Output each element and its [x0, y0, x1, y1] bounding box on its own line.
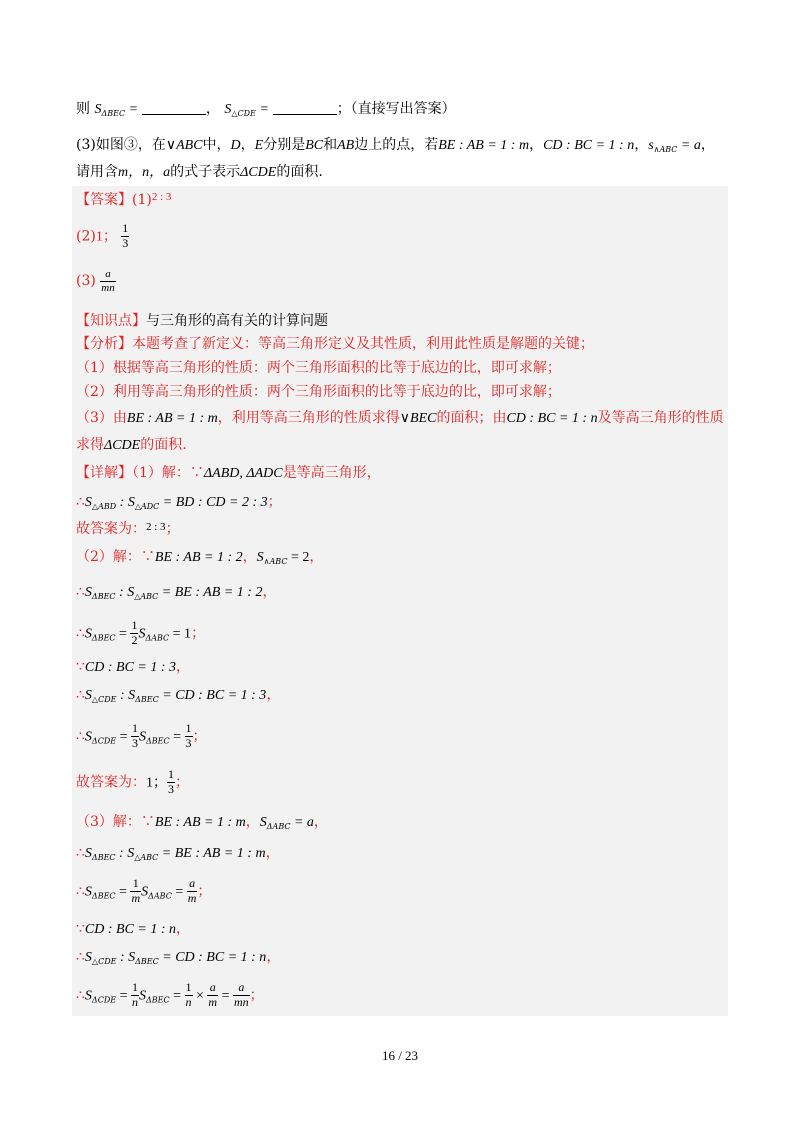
answer-blank-2 — [273, 102, 337, 115]
detail-step-15: $\therefore S_{\triangle CDE}$ : $S_{\Delta BEC}$ = CD : BC = 1 : n， — [76, 949, 281, 966]
question-line-1: 则 $S_{\Delta BEC}$ = ， $S_{\triangle CDE}$ = ；（直接写出答案） — [76, 101, 456, 118]
knowledge-point: 【知识点】与三角形的高有关的计算问题 — [76, 313, 328, 329]
detail-step-4: （2）解：∵BE : AB = 1 : 2，$S_{\wedge ABC} = 2$， — [76, 549, 324, 566]
answer-2-fraction: $\frac{1}{3}$ — [122, 221, 129, 250]
detail-step-5: $\therefore S_{\Delta BEC}$ : $S_{\triangle ABC}$ = BE : AB = 1 : 2， — [76, 584, 277, 601]
answer-line-1: 【答案】$(1)^{2 : 3}$ — [76, 191, 172, 208]
page-number: 16 / 23 — [381, 1048, 419, 1063]
analysis-p3-cont: 求得ΔCDE的面积. — [76, 437, 187, 453]
detail-step-3: 故答案为：$^{2 : 3}$； — [76, 521, 180, 537]
analysis-intro: 【分析】本题考查了新定义：等高三角形定义及其性质，利用此性质是解题的关键； — [76, 336, 594, 352]
detail-step-6: $\therefore S_{\Delta BEC}$ = $\frac{1}{2}$ $S_{\Delta ABC} = 1$； — [76, 618, 206, 647]
frac-a-m-2: $\frac{a}{m}$ — [208, 980, 218, 1009]
detail-step-10: 故答案为：1； $\frac{1}{3}$ ； — [76, 767, 189, 796]
question-line-3: 请用含m，n，a的式子表示ΔCDE的面积. — [76, 164, 323, 180]
detail-step-11: （3）解：∵BE : AB = 1 : m，$S_{\Delta ABC} = a$， — [76, 814, 328, 831]
analysis-p3: （3）由BE : AB = 1 : m，利用等高三角形的性质求得∨BEC的面积；由CD : BC = 1 : n及等高三角形的性质 — [76, 410, 724, 426]
detail-step-13: $\therefore S_{\Delta BEC}$ = $\frac{1}{m}$ $S_{\Delta ABC}$ = $\frac{a}{m}$ ； — [76, 876, 212, 905]
frac-1-n-b: $\frac{1}{n}$ — [185, 980, 192, 1009]
frac-1-3-b: $\frac{1}{3}$ — [185, 721, 192, 750]
question-line-2: (3)如图③，在∨ABC中，D，E分别是BC和AB边上的点，若BE : AB = 1 : m，CD : BC = 1 : n，$s_{\wedge ABC} = a$， — [76, 137, 715, 154]
frac-1-3-c: $\frac{1}{3}$ — [168, 767, 174, 796]
answer-line-2: (2)1； $\frac{1}{3}$ — [76, 221, 129, 250]
analysis-p1: （1）根据等高三角形的性质：两个三角形面积的比等于底边的比，即可求解； — [76, 360, 561, 376]
analysis-p2: （2）利用等高三角形的性质：两个三角形面积的比等于底边的比，即可求解； — [76, 384, 561, 400]
frac-1-m: $\frac{1}{m}$ — [131, 876, 141, 905]
answer-line-3: (3) $\frac{a}{mn}$ — [76, 268, 115, 294]
detail-step-14: ∵CD : BC = 1 : n， — [76, 921, 191, 937]
detail-step-16: $\therefore S_{\Delta CDE}$ = $\frac{1}{n}$ $S_{\Delta BEC}$ = $\frac{1}{n}$ × $\frac{a}{m}$ = $\frac{a}{mn}$ ； — [76, 980, 264, 1009]
answer-3-fraction: $\frac{a}{mn}$ — [101, 268, 115, 294]
detail-step-7: ∵CD : BC = 1 : 3， — [76, 659, 191, 675]
frac-a-mn: $\frac{a}{mn}$ — [234, 980, 249, 1009]
detail-step-9: $\therefore S_{\Delta CDE}$ = $\frac{1}{3}$ $S_{\Delta BEC}$ = $\frac{1}{3}$ ； — [76, 721, 207, 750]
frac-a-m: $\frac{a}{m}$ — [187, 876, 197, 905]
detail-step-8: $\therefore S_{\triangle CDE}$ : $S_{\Delta BEC}$ = CD : BC = 1 : 3， — [76, 687, 281, 704]
frac-1-3-a: $\frac{1}{3}$ — [131, 721, 138, 750]
detail-step-1: 【详解】（1）解：∵ΔABD, ΔADC是等高三角形， — [76, 465, 381, 481]
frac-1-2: $\frac{1}{2}$ — [131, 618, 138, 647]
frac-1-n-a: $\frac{1}{n}$ — [131, 980, 138, 1009]
detail-step-12: $\therefore S_{\Delta BEC}$ : $S_{\triangle ABC}$ = BE : AB = 1 : m， — [76, 845, 280, 862]
answer-blank-1 — [142, 102, 206, 115]
detail-step-2: $\therefore S_{\triangle ABD}$ : $S_{\triangle ADC}$ = BD : CD = 2 : 3； — [76, 494, 282, 511]
